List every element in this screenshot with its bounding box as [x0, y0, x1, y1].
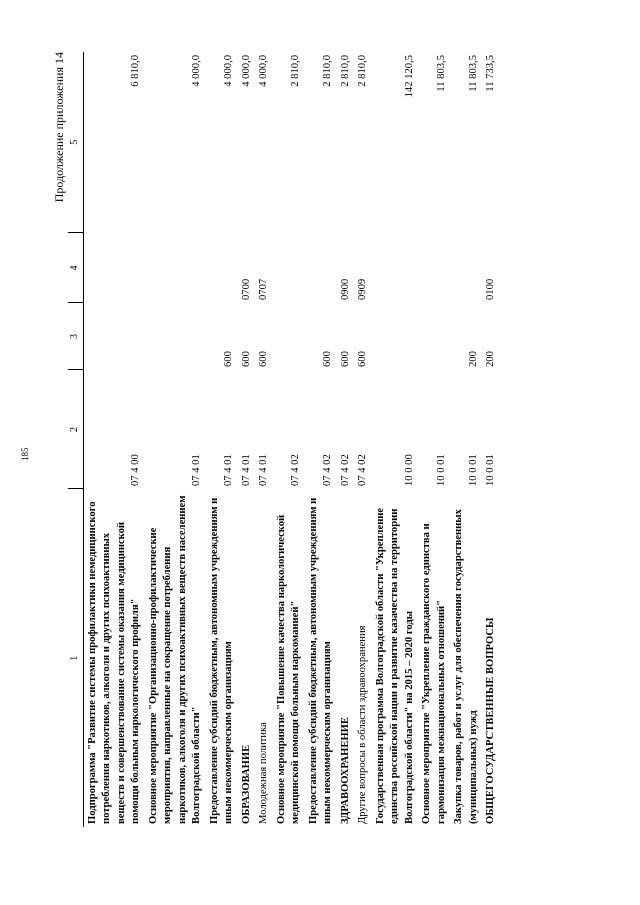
- row-sum-cell: 11 803,5: [467, 55, 479, 92]
- row-sum-cell: 6 810,0: [130, 55, 141, 87]
- row-sum-cell: 4 000,0: [191, 55, 202, 87]
- row-section-cell: [418, 233, 450, 303]
- table-row: [354, 52, 372, 827]
- row-name-cell: Подпрограмма "Развитие системы профилактики немедицинского потребления наркотиков, алкоголя и других психоактивных веществ и совершенствование системы оказания медицинской помощи больным наркологического профиля": [86, 501, 141, 824]
- row-expense-type-cell: 200: [467, 351, 479, 367]
- row-name-cell: ОБРАЗОВАНИЕ: [240, 744, 252, 824]
- row-code-cell: 07 4 02: [339, 454, 351, 486]
- table-row: [273, 52, 305, 827]
- row-sum-cell: 4 000,0: [223, 55, 234, 87]
- page-subtitle: Продолжение приложения 14: [52, 52, 66, 203]
- row-sum-cell: 2 810,0: [290, 55, 301, 87]
- row-sum-cell: 4 000,0: [240, 55, 252, 87]
- table-row: [450, 52, 482, 827]
- row-expense-type-cell: 600: [240, 351, 252, 367]
- row-code-cell: 07 4 02: [290, 454, 301, 486]
- table-row: [255, 52, 273, 827]
- row-sum-cell: 142 120,5: [403, 55, 415, 98]
- row-sum-cell: 11 733,5: [485, 55, 496, 92]
- row-code-cell: 07 4 01: [258, 454, 269, 486]
- row-expense-type-cell: 600: [339, 351, 351, 367]
- row-code-cell: 10 0 00: [403, 454, 415, 486]
- table-row: [238, 52, 256, 827]
- row-section-cell: 0909: [357, 278, 368, 300]
- row-name-cell: Основное мероприятие "Повышение качества наркологической медицинской помощи больным наркоманией": [275, 514, 301, 824]
- table-row: [482, 52, 500, 827]
- table-row: [337, 52, 355, 827]
- row-code-cell: 10 0 01: [467, 454, 479, 486]
- row-name-cell: Предоставление субсидий бюджетным, автономным учреждениям и иным некоммерческим организациям: [307, 497, 333, 824]
- row-sum-cell: 2 810,0: [339, 55, 351, 87]
- row-section-cell: 0707: [258, 278, 269, 300]
- header-col-5: 5: [68, 52, 83, 233]
- row-name-cell: Государственная программа Волгоградской области "Укрепление единства российской нации и развитие казачества на территории Волгоградской области" на 2015 – 2020 годы: [374, 507, 415, 824]
- row-section-cell: 0100: [485, 278, 496, 300]
- row-sum-cell: 2 810,0: [357, 55, 368, 87]
- row-name-cell: Молодежная политика: [258, 722, 269, 824]
- table-row: [83, 52, 145, 827]
- row-name-cell: Предоставление субсидий бюджетным, автономным учреждениям и иным некоммерческим организациям: [208, 497, 234, 824]
- table-row: [372, 52, 419, 827]
- row-section-cell: [145, 233, 206, 303]
- header-col-1: 1: [68, 489, 83, 827]
- table-row: [305, 52, 337, 827]
- row-expense-type-cell: [273, 303, 305, 370]
- row-name-cell: ОБЩЕГОСУДАРСТВЕННЫЕ ВОПРОСЫ: [485, 617, 496, 824]
- row-expense-type-cell: [372, 303, 419, 370]
- row-expense-type-cell: 600: [223, 351, 234, 367]
- row-expense-type-cell: [418, 303, 450, 370]
- row-section-cell: [83, 233, 145, 303]
- row-code-cell: 07 4 02: [322, 454, 333, 486]
- row-expense-type-cell: [145, 303, 206, 370]
- table-header-row: [68, 52, 83, 827]
- table-body: [83, 52, 500, 827]
- row-sum-cell: 2 810,0: [322, 55, 333, 87]
- row-expense-type-cell: 600: [322, 351, 333, 367]
- row-name-cell: Другие вопросы в области здравоохранения: [357, 625, 368, 824]
- table-row: [145, 52, 206, 827]
- row-name-cell: Закупка товаров, работ и услуг для обеспечения государственных (муниципальных) нужд: [453, 509, 479, 824]
- row-section-cell: [273, 233, 305, 303]
- row-code-cell: 07 4 00: [130, 454, 141, 486]
- row-section-cell: [305, 233, 337, 303]
- row-expense-type-cell: 600: [357, 351, 368, 367]
- row-expense-type-cell: 600: [258, 351, 269, 367]
- row-section-cell: [206, 233, 238, 303]
- row-name-cell: Основное мероприятие "Организационно-профилактические мероприятия, направленные на сокращение потребления наркотиков, алкоголя и других психоактивных веществ населением Волгоградской области": [147, 495, 202, 824]
- header-col-4: 4: [68, 233, 83, 303]
- row-name-cell: Основное мероприятие "Укрепление гражданского единства и гармонизация межнациональных отношений": [421, 523, 447, 824]
- row-code-cell: 07 4 02: [357, 454, 368, 486]
- row-code-cell: 07 4 01: [240, 454, 252, 486]
- row-code-cell: 10 0 01: [435, 454, 447, 486]
- row-code-cell: 07 4 01: [223, 454, 234, 486]
- row-expense-type-cell: [83, 303, 145, 370]
- row-code-cell: 10 0 01: [485, 454, 496, 486]
- row-sum-cell: 4 000,0: [258, 55, 269, 87]
- row-code-cell: 07 4 01: [191, 454, 202, 486]
- row-section-cell: [450, 233, 482, 303]
- row-section-cell: [372, 233, 419, 303]
- table-row: [418, 52, 450, 827]
- header-col-2: 2: [68, 370, 83, 489]
- row-section-cell: 0700: [240, 278, 252, 300]
- table-row: [206, 52, 238, 827]
- row-section-cell: 0900: [339, 278, 351, 300]
- row-name-cell: ЗДРАВООХРАНЕНИЕ: [339, 717, 351, 824]
- budget-table: [68, 52, 500, 827]
- row-sum-cell: 11 803,5: [435, 55, 447, 92]
- page-number: 185: [20, 447, 30, 461]
- row-expense-type-cell: 200: [485, 351, 496, 367]
- header-col-3: 3: [68, 303, 83, 370]
